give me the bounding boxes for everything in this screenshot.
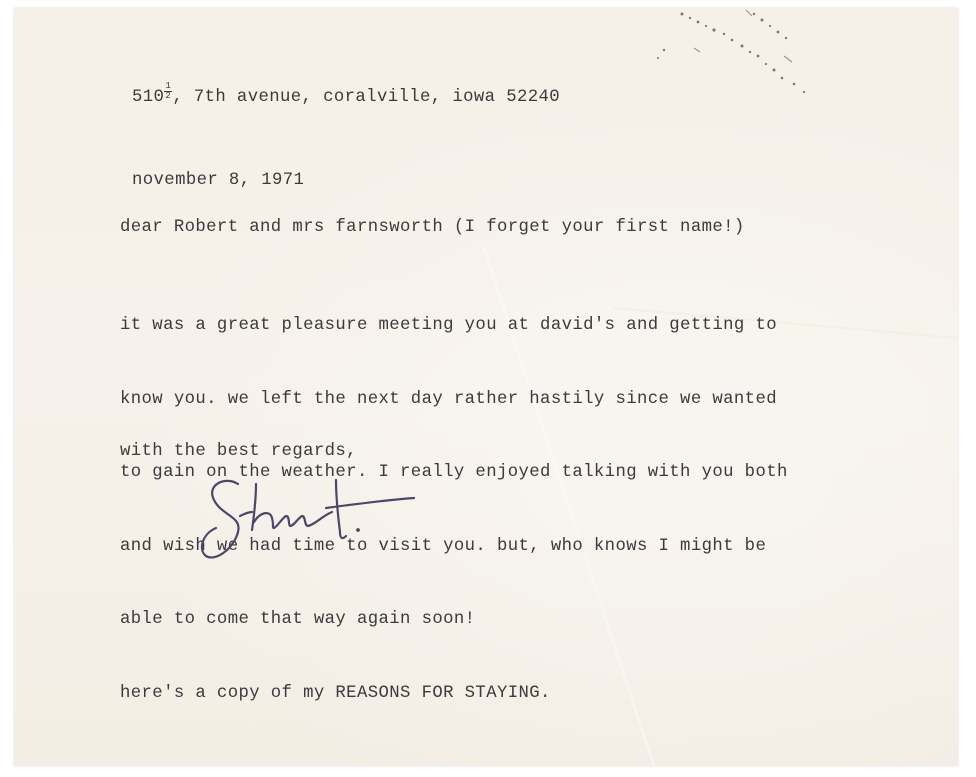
- body-line: know you. we left the next day rather hastily since we wanted: [120, 389, 777, 409]
- letter-page: [14, 8, 958, 766]
- handwritten-signature: [186, 470, 426, 580]
- letter-date: november 8, 1971: [132, 171, 305, 190]
- body-line: and wish we had time to visit you. but, who knows I might be: [120, 536, 767, 556]
- salutation: dear Robert and mrs farnsworth (I forget your first name!): [120, 218, 745, 237]
- address-rest: , 7th avenue, coralville, iowa 52240: [172, 88, 561, 107]
- address-number: 510: [132, 88, 165, 107]
- body-line: here's a copy of my REASONS FOR STAYING.: [120, 683, 551, 703]
- body-line: to gain on the weather. I really enjoyed talking with you both: [120, 463, 788, 482]
- closing: with the best regards,: [120, 442, 357, 461]
- body-line: it was a great pleasure meeting you at david's and getting to: [120, 316, 777, 335]
- ink-smudges: [634, 8, 854, 108]
- sender-address: [132, 82, 560, 111]
- body-line: able to come that way again soon!: [120, 610, 476, 629]
- fraction-denominator: 2: [165, 91, 172, 101]
- fraction-numerator: 1: [165, 81, 172, 91]
